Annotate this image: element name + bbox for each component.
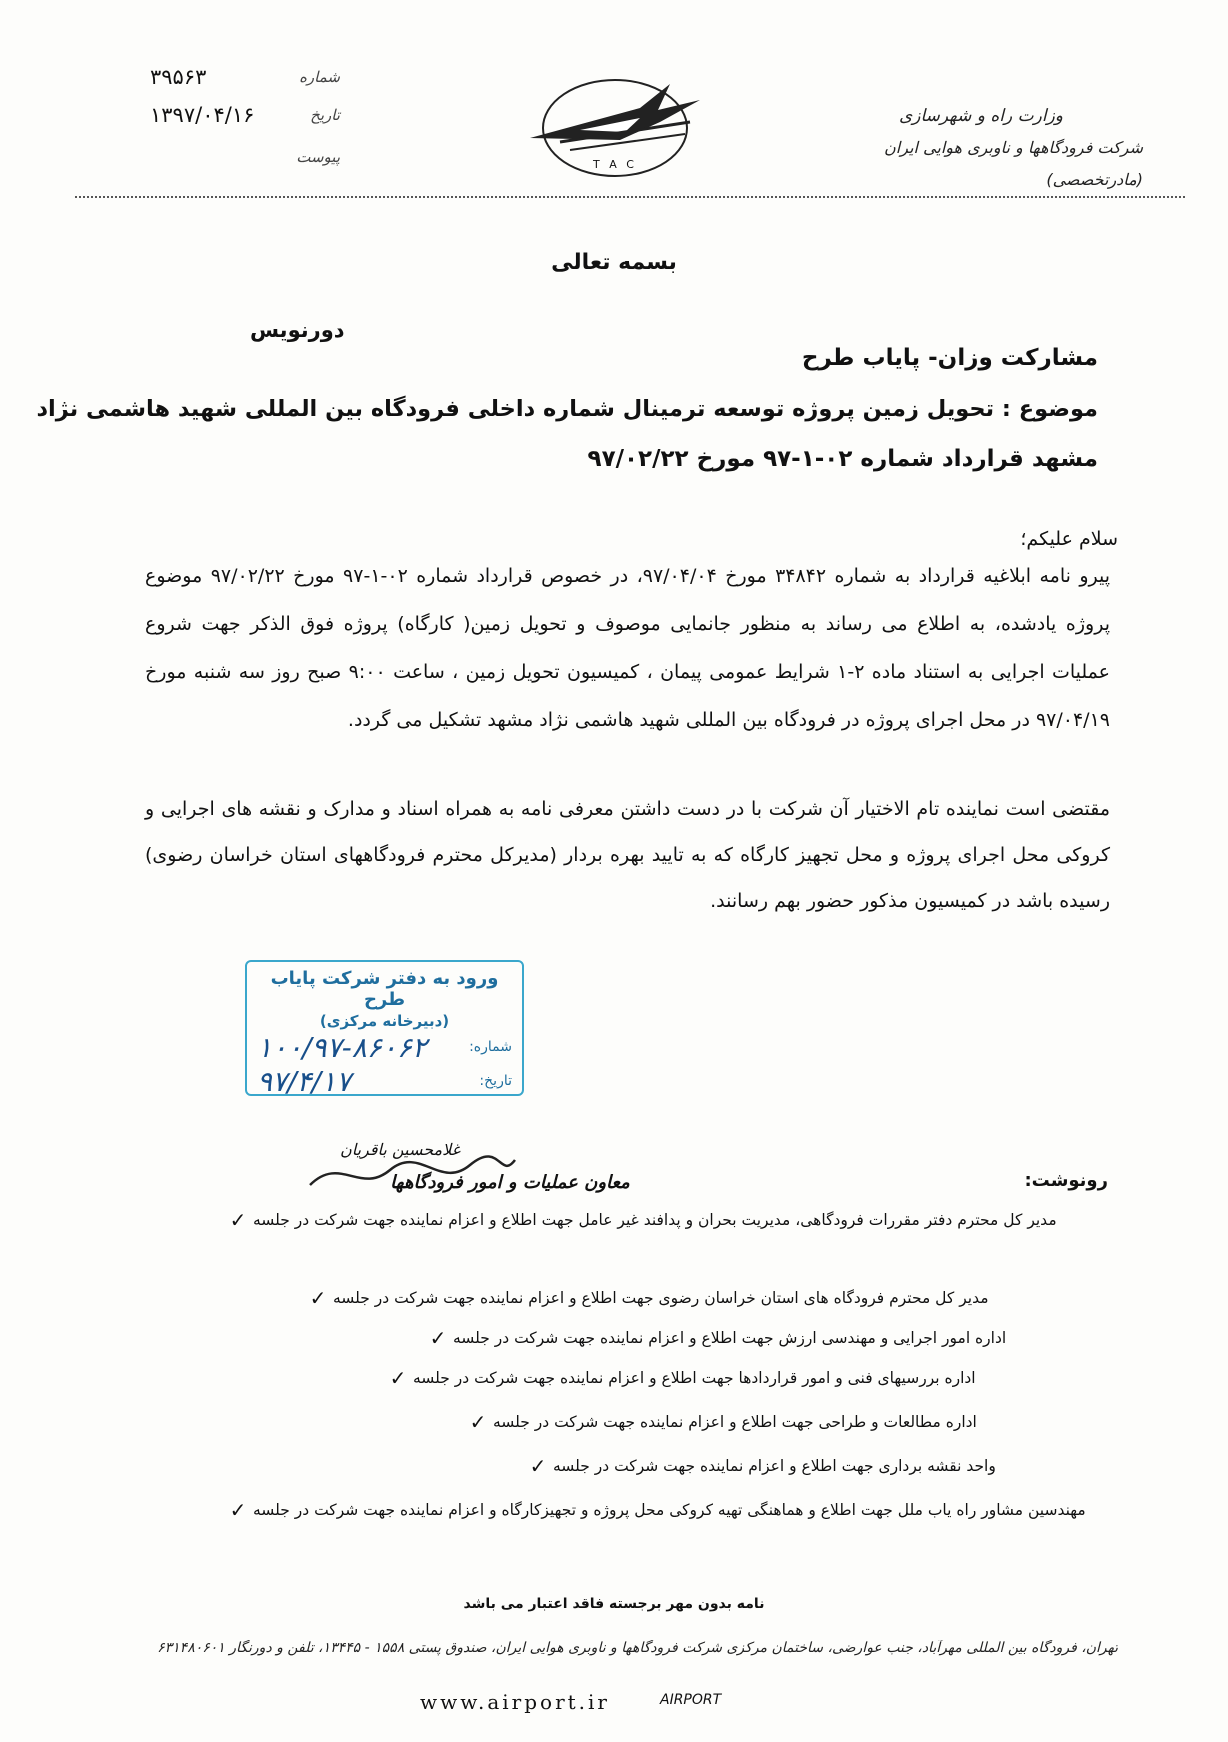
letter-number-label: شماره [299,68,340,86]
signature-scribble-icon [300,1150,520,1200]
footer-address: تهران، فرودگاه بین المللی مهرآباد، جنب عوارضی، ساختمان مرکزی شرکت فرودگاهها و ناوبری هوایی ایران، صندوق پستی ۱۵۵۸ - ۱۳۴۴۵، تلفن و دورنگار ۶۳۱۴۸۰۶۰۱ [157,1640,1118,1656]
company-logo [520,70,710,180]
stamp-number-label: شماره: [469,1039,512,1055]
cc-item-text: مدیر کل محترم دفتر مقررات فرودگاهی، مدیریت بحران و پدافند غیر عامل جهت اطلاع و اعزام نماینده جهت شرکت در جلسه [253,1211,1057,1229]
letter-number-row [150,62,340,92]
check-icon: ✓ [309,1286,327,1310]
letter-date-label: تاریخ [310,106,340,124]
check-icon: ✓ [229,1498,247,1522]
footer-note: نامه بدون مهر برجسته فاقد اعتبار می باشد [463,1596,765,1612]
cc-item [213,1490,1113,1530]
footer-website-label: AIRPORT [660,1692,722,1708]
cc-item-text: مهندسین مشاور راه یاب ملل جهت اطلاع و هماهنگی تهیه کروکی محل پروژه و تجهیزکارگاه و اعزام نماینده جهت شرکت در جلسه [253,1501,1086,1519]
stamp-number: ۱۰۰/۹۷-۸۶۰۶۲ [257,1030,427,1064]
recipient: مشارکت وزان- پایاب طرح [801,345,1098,371]
logo-letters: T A C [593,158,637,171]
cc-item-text: مدیر کل محترم فرودگاه های استان خراسان رضوی جهت اطلاع و اعزام نماینده جهت شرکت در جلسه [333,1289,989,1307]
cc-item [413,1318,1113,1358]
stamp-number-row [247,1030,522,1064]
organization-block [783,100,1143,196]
check-icon: ✓ [229,1208,247,1232]
subject-line-2: مشهد قرارداد شماره ۰۲-۱-۹۷ مورخ ۹۷/۰۲/۲۲ [587,446,1098,472]
letter-date: ۱۳۹۷/۰۴/۱۶ [150,103,255,127]
check-icon: ✓ [469,1410,487,1434]
greeting: سلام علیکم؛ [1020,528,1118,550]
body-paragraph-1: پیرو نامه ابلاغیه قرارداد به شماره ۳۴۸۴۲ مورخ ۹۷/۰۴/۰۴، در خصوص قرارداد شماره ۰۲-۱-۹۷ مورخ ۹۷/۰۲/۲۲ موضوع پروژه یادشده، به اطلاع می رساند به منظور جانمایی موصوف و تحویل زمین( کارگاه) پروژه فوق الذکر جهت شروع عملیات اجرایی به استناد ماده ۲-۱ شرایط عمومی پیمان ، کمیسیون تحویل زمین ، ساعت ۹:۰۰ صبح روز سه شنبه مورخ ۹۷/۰۴/۱۹ در محل اجرای پروژه در فرودگاه بین المللی شهید هاشمی نژاد مشهد تشکیل می گردد. [145,565,1111,731]
letter-date-row [150,100,340,130]
cc-item [213,1200,1113,1240]
cc-item-text: واحد نقشه برداری جهت اطلاع و اعزام نماینده جهت شرکت در جلسه [553,1457,996,1475]
letter-attachment-row [150,142,340,172]
check-icon: ✓ [389,1366,407,1390]
header-divider [75,196,1185,198]
stamp-date-row [247,1064,522,1098]
company-name: شرکت فرودگاهها و ناوبری هوایی ایران (مادرتخصصی) [884,138,1143,189]
cc-item [453,1402,1113,1442]
signatory-name: غلامحسین باقریان [339,1140,461,1159]
body-paragraph-2: مقتضی است نماینده تام الاختیار آن شرکت با در دست داشتن معرفی نامه به همراه اسناد و مدارک و نقشه های اجرایی و کروکی محل اجرای پروژه و محل تجهیز کارگاه که به تایید بهره بردار (مدیرکل محترم فرودگاههای استان خراسان رضوی) رسیده باشد در کمیسیون مذکور حضور بهم رسانند. [145,798,1110,912]
cc-item [373,1358,1113,1398]
stamp-title: ورود به دفتر شرکت پایاب طرح [270,968,499,1010]
bismillah: بسمه تعالی [551,250,677,275]
subject-line-1: موضوع : تحویل زمین پروژه توسعه ترمینال شماره داخلی فرودگاه بین المللی شهید هاشمی نژاد [36,396,1098,422]
letter-number: ۳۹۵۶۳ [150,65,207,89]
check-icon: ✓ [529,1454,547,1478]
stamp-subtitle: (دبیرخانه مرکزی) [319,1012,450,1030]
stamp-date-label: تاریخ: [479,1073,512,1089]
letter-attachment-label: پیوست [296,148,340,166]
signatory-title: معاون عملیات و امور فرودگاهها [390,1172,630,1193]
cc-item [293,1278,1113,1318]
footer-website: www.airport.ir [420,1690,610,1714]
cc-item-text: اداره بررسیهای فنی و امور قراردادها جهت اطلاع و اعزام نماینده جهت شرکت در جلسه [413,1369,976,1387]
check-icon: ✓ [429,1326,447,1350]
cc-item [513,1446,1113,1486]
receipt-stamp [245,960,524,1096]
fax-copy-mark: دورنویس [250,318,345,342]
ministry-name: وزارت راه و شهرسازی [898,106,1063,126]
stamp-date: ۹۷/۴/۱۷ [257,1064,352,1098]
cc-title: رونوشت: [1024,1170,1108,1191]
cc-item-text: اداره امور اجرایی و مهندسی ارزش جهت اطلاع و اعزام نماینده جهت شرکت در جلسه [453,1329,1007,1347]
cc-item-text: اداره مطالعات و طراحی جهت اطلاع و اعزام نماینده جهت شرکت در جلسه [493,1413,977,1431]
